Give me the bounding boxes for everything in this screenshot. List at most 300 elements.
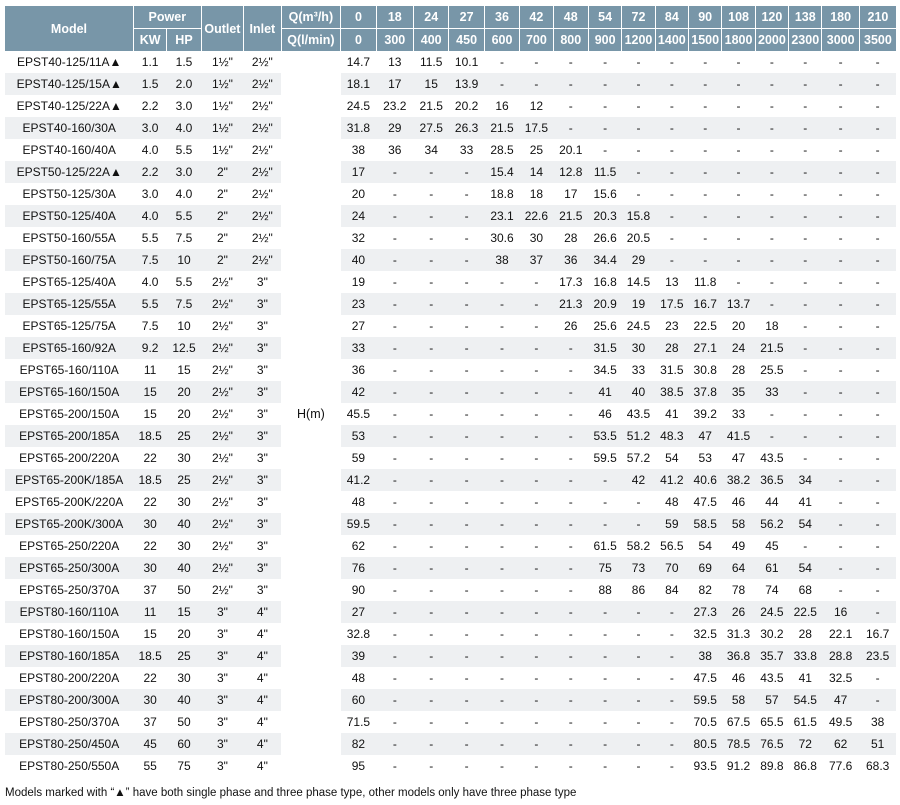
head-value-cell: 11.8 bbox=[689, 271, 722, 293]
inlet-cell: 4" bbox=[244, 623, 281, 645]
head-value-cell: 13.7 bbox=[722, 293, 755, 315]
head-value-cell: - bbox=[520, 447, 553, 469]
head-value-cell: - bbox=[789, 117, 822, 139]
table-row bbox=[5, 161, 896, 183]
head-value-cell: - bbox=[789, 535, 822, 557]
head-value-cell: - bbox=[376, 249, 413, 271]
head-value-cell: - bbox=[414, 733, 449, 755]
hp-cell: 30 bbox=[167, 491, 201, 513]
kw-cell: 11 bbox=[133, 359, 166, 381]
head-value-cell: - bbox=[484, 403, 519, 425]
head-value-cell: - bbox=[520, 601, 553, 623]
head-value-cell: 16 bbox=[484, 95, 519, 117]
outlet-cell: 3" bbox=[201, 689, 243, 711]
head-value-cell: - bbox=[449, 337, 484, 359]
head-value-cell: 48 bbox=[655, 491, 688, 513]
hp-cell: 60 bbox=[167, 733, 201, 755]
head-value-cell: - bbox=[622, 491, 655, 513]
table-row bbox=[5, 535, 896, 557]
kw-cell: 30 bbox=[133, 557, 166, 579]
head-value-cell: - bbox=[553, 447, 588, 469]
head-value-cell: - bbox=[622, 161, 655, 183]
model-cell: EPST80-250/370A bbox=[5, 711, 133, 733]
outlet-cell: 2" bbox=[201, 249, 243, 271]
head-value-cell: 21.3 bbox=[553, 293, 588, 315]
table-row bbox=[5, 95, 896, 117]
head-value-cell: - bbox=[553, 689, 588, 711]
head-value-cell: - bbox=[789, 51, 822, 73]
head-value-cell: 22.1 bbox=[822, 623, 859, 645]
outlet-cell: 3" bbox=[201, 645, 243, 667]
flow-lmin-value-12: 2000 bbox=[755, 29, 788, 52]
inlet-cell: 4" bbox=[244, 755, 281, 777]
head-value-cell: 26.3 bbox=[449, 117, 484, 139]
kw-cell: 55 bbox=[133, 755, 166, 777]
head-value-cell: 28 bbox=[553, 227, 588, 249]
head-value-cell: 43.5 bbox=[755, 447, 788, 469]
head-value-cell: 54 bbox=[655, 447, 688, 469]
head-value-cell: - bbox=[622, 183, 655, 205]
head-value-cell: 69 bbox=[689, 557, 722, 579]
head-value-cell: - bbox=[449, 689, 484, 711]
head-value-cell: - bbox=[655, 161, 688, 183]
head-value-cell: 13.9 bbox=[449, 73, 484, 95]
head-value-cell: - bbox=[722, 249, 755, 271]
head-value-cell: - bbox=[755, 205, 788, 227]
head-value-cell: 48.3 bbox=[655, 425, 688, 447]
head-value-cell: - bbox=[449, 315, 484, 337]
inlet-cell: 4" bbox=[244, 667, 281, 689]
flow-m3h-value-1: 18 bbox=[376, 6, 413, 29]
head-value-cell: 18.1 bbox=[341, 73, 376, 95]
head-value-cell: - bbox=[655, 183, 688, 205]
head-value-cell: - bbox=[588, 491, 621, 513]
head-value-cell: - bbox=[520, 381, 553, 403]
head-value-cell: 38 bbox=[859, 711, 896, 733]
head-value-cell: 38.5 bbox=[655, 381, 688, 403]
head-value-cell: 54 bbox=[789, 513, 822, 535]
head-value-cell: 54 bbox=[789, 557, 822, 579]
head-value-cell: 46 bbox=[722, 667, 755, 689]
head-value-cell: - bbox=[484, 667, 519, 689]
head-value-cell: 86.8 bbox=[789, 755, 822, 777]
head-value-cell: 23.5 bbox=[859, 645, 896, 667]
flow-m3h-value-5: 42 bbox=[520, 6, 553, 29]
head-value-cell: - bbox=[822, 227, 859, 249]
flow-lmin-value-5: 700 bbox=[520, 29, 553, 52]
head-value-cell: - bbox=[484, 315, 519, 337]
head-value-cell: - bbox=[789, 271, 822, 293]
head-value-cell: 86 bbox=[622, 579, 655, 601]
head-value-cell: 90 bbox=[341, 579, 376, 601]
model-cell: EPST80-200/220A bbox=[5, 667, 133, 689]
hp-cell: 12.5 bbox=[167, 337, 201, 359]
kw-cell: 3.0 bbox=[133, 183, 166, 205]
head-value-cell: - bbox=[376, 337, 413, 359]
hp-cell: 5.5 bbox=[167, 205, 201, 227]
outlet-cell: 3" bbox=[201, 733, 243, 755]
head-value-cell: - bbox=[520, 535, 553, 557]
head-value-cell: 14 bbox=[520, 161, 553, 183]
head-value-cell: - bbox=[859, 205, 896, 227]
hp-cell: 4.0 bbox=[167, 183, 201, 205]
head-value-cell: 56.5 bbox=[655, 535, 688, 557]
head-value-cell: 24.5 bbox=[755, 601, 788, 623]
head-value-cell: - bbox=[822, 293, 859, 315]
head-value-cell: 28 bbox=[789, 623, 822, 645]
inlet-cell: 3" bbox=[244, 491, 281, 513]
head-value-cell: - bbox=[859, 579, 896, 601]
head-value-cell: - bbox=[520, 73, 553, 95]
head-value-cell: 11.5 bbox=[414, 51, 449, 73]
head-value-cell: - bbox=[822, 557, 859, 579]
head-value-cell: - bbox=[414, 579, 449, 601]
head-value-cell: - bbox=[520, 293, 553, 315]
head-value-cell: - bbox=[755, 183, 788, 205]
head-value-cell: 76.5 bbox=[755, 733, 788, 755]
head-value-cell: 33 bbox=[622, 359, 655, 381]
model-cell: EPST65-125/40A bbox=[5, 271, 133, 293]
kw-cell: 4.0 bbox=[133, 205, 166, 227]
head-value-cell: - bbox=[822, 271, 859, 293]
head-value-cell: 33 bbox=[755, 381, 788, 403]
hp-cell: 3.0 bbox=[167, 161, 201, 183]
head-value-cell: 62 bbox=[341, 535, 376, 557]
outlet-cell: 2½" bbox=[201, 535, 243, 557]
head-value-cell: - bbox=[553, 513, 588, 535]
head-value-cell: - bbox=[789, 95, 822, 117]
head-value-cell: - bbox=[520, 557, 553, 579]
outlet-cell: 2½" bbox=[201, 337, 243, 359]
model-cell: EPST65-200K/300A bbox=[5, 513, 133, 535]
flow-lmin-value-2: 400 bbox=[414, 29, 449, 52]
head-value-cell: 27.5 bbox=[414, 117, 449, 139]
hp-cell: 75 bbox=[167, 755, 201, 777]
head-value-cell: 36 bbox=[553, 249, 588, 271]
head-value-cell: - bbox=[553, 491, 588, 513]
head-value-cell: - bbox=[414, 447, 449, 469]
head-value-cell: - bbox=[553, 755, 588, 777]
head-value-cell: - bbox=[789, 161, 822, 183]
head-value-cell: - bbox=[553, 117, 588, 139]
model-cell: EPST40-160/30A bbox=[5, 117, 133, 139]
flow-m3h-value-15: 210 bbox=[859, 6, 896, 29]
head-value-cell: - bbox=[622, 117, 655, 139]
head-value-cell: 15.6 bbox=[588, 183, 621, 205]
head-value-cell: 14.5 bbox=[622, 271, 655, 293]
head-value-cell: 78 bbox=[722, 579, 755, 601]
head-value-cell: - bbox=[376, 359, 413, 381]
head-value-cell: 70.5 bbox=[689, 711, 722, 733]
head-value-cell: - bbox=[755, 271, 788, 293]
outlet-cell: 1½" bbox=[201, 51, 243, 73]
inlet-cell: 2½" bbox=[244, 227, 281, 249]
head-value-cell: - bbox=[588, 689, 621, 711]
head-value-cell: 41 bbox=[789, 491, 822, 513]
head-value-cell: - bbox=[553, 337, 588, 359]
head-value-cell: - bbox=[553, 359, 588, 381]
head-value-cell: - bbox=[376, 491, 413, 513]
head-value-cell: - bbox=[689, 139, 722, 161]
head-value-cell: 59.5 bbox=[689, 689, 722, 711]
head-value-cell: - bbox=[722, 161, 755, 183]
head-value-cell: - bbox=[449, 491, 484, 513]
head-value-cell: 34 bbox=[789, 469, 822, 491]
model-cell: EPST40-125/15A▲ bbox=[5, 73, 133, 95]
head-value-cell: - bbox=[449, 249, 484, 271]
head-value-cell: - bbox=[414, 403, 449, 425]
model-cell: EPST50-160/75A bbox=[5, 249, 133, 271]
head-value-cell: - bbox=[689, 95, 722, 117]
head-value-cell: - bbox=[588, 73, 621, 95]
head-value-cell: 49 bbox=[722, 535, 755, 557]
table-row bbox=[5, 623, 896, 645]
inlet-cell: 3" bbox=[244, 535, 281, 557]
head-value-cell: 24.5 bbox=[622, 315, 655, 337]
head-value-cell: - bbox=[484, 73, 519, 95]
table-row bbox=[5, 183, 896, 205]
kw-cell: 18.5 bbox=[133, 425, 166, 447]
head-value-cell: - bbox=[822, 425, 859, 447]
outlet-cell: 2½" bbox=[201, 425, 243, 447]
header-row-2 bbox=[5, 29, 896, 52]
head-value-cell: - bbox=[520, 645, 553, 667]
head-value-cell: - bbox=[484, 623, 519, 645]
head-value-cell: 51 bbox=[859, 733, 896, 755]
head-value-cell: 70 bbox=[655, 557, 688, 579]
head-value-cell: - bbox=[859, 667, 896, 689]
head-value-cell: - bbox=[376, 733, 413, 755]
head-value-cell: 59.5 bbox=[588, 447, 621, 469]
kw-cell: 2.2 bbox=[133, 161, 166, 183]
head-value-cell: 68 bbox=[789, 579, 822, 601]
head-value-cell: - bbox=[449, 667, 484, 689]
pump-performance-table bbox=[5, 5, 896, 777]
outlet-cell: 3" bbox=[201, 667, 243, 689]
flow-m3h-value-9: 84 bbox=[655, 6, 688, 29]
kw-cell: 5.5 bbox=[133, 293, 166, 315]
head-value-cell: - bbox=[789, 227, 822, 249]
flow-m3h-value-8: 72 bbox=[622, 6, 655, 29]
model-cell: EPST80-160/150A bbox=[5, 623, 133, 645]
outlet-cell: 3" bbox=[201, 623, 243, 645]
hp-cell: 25 bbox=[167, 645, 201, 667]
flow-lmin-value-10: 1500 bbox=[689, 29, 722, 52]
inlet-cell: 2½" bbox=[244, 95, 281, 117]
table-body bbox=[5, 51, 896, 777]
head-value-cell: 19 bbox=[622, 293, 655, 315]
head-value-cell: 51.2 bbox=[622, 425, 655, 447]
head-value-cell: - bbox=[520, 513, 553, 535]
footnote: Models marked with “▲” have both single phase and three phase type, other models only have three phase type bbox=[5, 787, 577, 799]
head-value-cell: - bbox=[520, 667, 553, 689]
head-value-cell: 59 bbox=[341, 447, 376, 469]
head-value-cell: - bbox=[755, 139, 788, 161]
outlet-cell: 1½" bbox=[201, 95, 243, 117]
head-value-cell: 82 bbox=[689, 579, 722, 601]
head-value-cell: - bbox=[376, 271, 413, 293]
head-value-cell: - bbox=[376, 601, 413, 623]
head-value-cell: 59.5 bbox=[341, 513, 376, 535]
head-value-cell: - bbox=[520, 733, 553, 755]
outlet-cell: 2½" bbox=[201, 293, 243, 315]
head-value-cell: 41.5 bbox=[722, 425, 755, 447]
outlet-header: Outlet bbox=[201, 6, 243, 52]
model-cell: EPST80-160/110A bbox=[5, 601, 133, 623]
hp-cell: 5.5 bbox=[167, 139, 201, 161]
head-value-cell: 23 bbox=[655, 315, 688, 337]
head-value-cell: 53 bbox=[689, 447, 722, 469]
head-value-cell: - bbox=[822, 73, 859, 95]
head-value-cell: 46 bbox=[722, 491, 755, 513]
head-label-cell: H(m) bbox=[281, 51, 341, 777]
head-value-cell: - bbox=[859, 381, 896, 403]
head-value-cell: - bbox=[376, 315, 413, 337]
inlet-cell: 4" bbox=[244, 601, 281, 623]
flow-lmin-value-11: 1800 bbox=[722, 29, 755, 52]
table-row bbox=[5, 513, 896, 535]
head-value-cell: - bbox=[553, 381, 588, 403]
head-value-cell: - bbox=[789, 381, 822, 403]
outlet-cell: 1½" bbox=[201, 117, 243, 139]
head-value-cell: - bbox=[449, 513, 484, 535]
head-value-cell: 38 bbox=[341, 139, 376, 161]
head-value-cell: 47 bbox=[822, 689, 859, 711]
head-value-cell: 68.3 bbox=[859, 755, 896, 777]
head-value-cell: 27.3 bbox=[689, 601, 722, 623]
head-value-cell: - bbox=[622, 513, 655, 535]
head-value-cell: 75 bbox=[588, 557, 621, 579]
kw-cell: 15 bbox=[133, 623, 166, 645]
head-value-cell: - bbox=[822, 249, 859, 271]
head-value-cell: 26 bbox=[553, 315, 588, 337]
head-value-cell: - bbox=[376, 645, 413, 667]
head-value-cell: - bbox=[414, 293, 449, 315]
head-value-cell: 37 bbox=[520, 249, 553, 271]
head-value-cell: - bbox=[376, 535, 413, 557]
head-value-cell: - bbox=[822, 381, 859, 403]
head-value-cell: - bbox=[414, 381, 449, 403]
head-value-cell: 47.5 bbox=[689, 491, 722, 513]
head-value-cell: - bbox=[755, 227, 788, 249]
head-value-cell: 67.5 bbox=[722, 711, 755, 733]
head-value-cell: - bbox=[484, 359, 519, 381]
head-value-cell: - bbox=[859, 469, 896, 491]
head-value-cell: - bbox=[414, 491, 449, 513]
model-cell: EPST80-200/300A bbox=[5, 689, 133, 711]
head-value-cell: - bbox=[722, 205, 755, 227]
head-value-cell: 30 bbox=[622, 337, 655, 359]
head-value-cell: 82 bbox=[341, 733, 376, 755]
head-value-cell: - bbox=[553, 579, 588, 601]
head-value-cell: - bbox=[414, 183, 449, 205]
head-value-cell: - bbox=[376, 755, 413, 777]
head-value-cell: 38 bbox=[484, 249, 519, 271]
head-value-cell: 17.3 bbox=[553, 271, 588, 293]
model-cell: EPST65-200K/185A bbox=[5, 469, 133, 491]
model-cell: EPST80-250/450A bbox=[5, 733, 133, 755]
head-value-cell: 73 bbox=[622, 557, 655, 579]
head-value-cell: - bbox=[822, 183, 859, 205]
head-value-cell: 45.5 bbox=[341, 403, 376, 425]
head-value-cell: - bbox=[484, 535, 519, 557]
head-value-cell: 41.2 bbox=[341, 469, 376, 491]
model-cell: EPST65-160/150A bbox=[5, 381, 133, 403]
head-value-cell: 89.8 bbox=[755, 755, 788, 777]
head-value-cell: - bbox=[376, 227, 413, 249]
inlet-cell: 2½" bbox=[244, 73, 281, 95]
head-value-cell: - bbox=[722, 227, 755, 249]
table-row bbox=[5, 271, 896, 293]
hp-cell: 4.0 bbox=[167, 117, 201, 139]
head-value-cell: - bbox=[414, 535, 449, 557]
head-value-cell: 17 bbox=[341, 161, 376, 183]
head-value-cell: 57 bbox=[755, 689, 788, 711]
model-cell: EPST50-125/40A bbox=[5, 205, 133, 227]
table-row bbox=[5, 293, 896, 315]
head-value-cell: 33 bbox=[341, 337, 376, 359]
head-value-cell: - bbox=[553, 711, 588, 733]
hp-cell: 30 bbox=[167, 667, 201, 689]
head-value-cell: - bbox=[414, 645, 449, 667]
kw-cell: 1.5 bbox=[133, 73, 166, 95]
table-row bbox=[5, 51, 896, 73]
table-row bbox=[5, 117, 896, 139]
kw-cell: 37 bbox=[133, 711, 166, 733]
head-value-cell: 27 bbox=[341, 601, 376, 623]
kw-cell: 15 bbox=[133, 403, 166, 425]
head-value-cell: 36.5 bbox=[755, 469, 788, 491]
head-value-cell: 41 bbox=[789, 667, 822, 689]
flow-lmin-value-15: 3500 bbox=[859, 29, 896, 52]
model-cell: EPST50-160/55A bbox=[5, 227, 133, 249]
header-row-1 bbox=[5, 6, 896, 29]
head-value-cell: 23.2 bbox=[376, 95, 413, 117]
head-value-cell: - bbox=[859, 359, 896, 381]
head-value-cell: - bbox=[655, 95, 688, 117]
head-value-cell: - bbox=[859, 557, 896, 579]
head-value-cell: - bbox=[484, 293, 519, 315]
head-value-cell: 53 bbox=[341, 425, 376, 447]
flow-lmin-value-13: 2300 bbox=[789, 29, 822, 52]
table-row bbox=[5, 205, 896, 227]
head-value-cell: - bbox=[376, 425, 413, 447]
table-row bbox=[5, 645, 896, 667]
head-value-cell: 21.5 bbox=[553, 205, 588, 227]
head-value-cell: 20.9 bbox=[588, 293, 621, 315]
head-value-cell: - bbox=[789, 73, 822, 95]
head-value-cell: 20.3 bbox=[588, 205, 621, 227]
head-value-cell: - bbox=[414, 425, 449, 447]
head-value-cell: - bbox=[484, 733, 519, 755]
outlet-cell: 2½" bbox=[201, 359, 243, 381]
outlet-cell: 2½" bbox=[201, 469, 243, 491]
head-value-cell: - bbox=[722, 95, 755, 117]
head-value-cell: - bbox=[755, 73, 788, 95]
head-value-cell: 41 bbox=[588, 381, 621, 403]
head-value-cell: - bbox=[689, 249, 722, 271]
head-value-cell: - bbox=[655, 623, 688, 645]
head-value-cell: - bbox=[622, 139, 655, 161]
outlet-cell: 1½" bbox=[201, 139, 243, 161]
kw-cell: 30 bbox=[133, 513, 166, 535]
head-value-cell: - bbox=[622, 645, 655, 667]
head-value-cell: - bbox=[376, 161, 413, 183]
head-value-cell: 21.5 bbox=[484, 117, 519, 139]
head-value-cell: - bbox=[553, 73, 588, 95]
head-value-cell: - bbox=[588, 117, 621, 139]
head-value-cell: - bbox=[859, 73, 896, 95]
